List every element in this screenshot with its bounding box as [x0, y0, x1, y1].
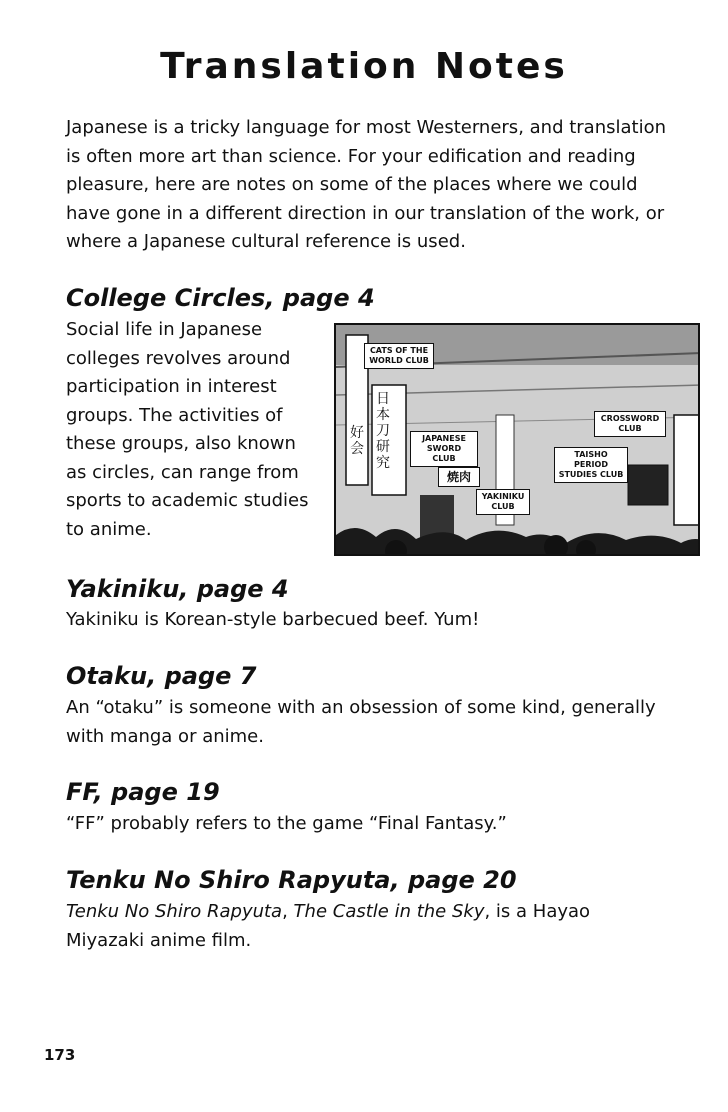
banner-club-text: 好会: [350, 425, 364, 457]
intro-paragraph: Japanese is a tricky language for most Westerners, and translation is often more art than science. For your edification and reading pleasure, here are notes on some of the places where we could have gone in a different direction in our translation of the work, or where a Japanese cultural reference is used.: [66, 117, 667, 252]
sign-taisho-period-studies-club: TAISHO PERIOD STUDIES CLUB: [554, 447, 628, 483]
banner-japanese-sword-text: 日本刀研究: [376, 391, 390, 471]
shop-sign-yakiniku: 焼肉: [438, 467, 480, 487]
note-body-rest: , is a Hayao Miyazaki anime film.: [66, 901, 591, 951]
note-body-yakiniku: Yakiniku is Korean-style barbecued beef. Yum!: [66, 609, 480, 630]
sign-cats-of-the-world-club: CATS OF THE WORLD CLUB: [364, 343, 434, 369]
page-title: Translation Notes: [160, 46, 568, 87]
sign-japanese-sword-club: JAPANESE SWORD CLUB: [410, 431, 478, 467]
note-body-ff: “FF” probably refers to the game “Final Fantasy.”: [66, 813, 507, 834]
note-body-tenku-no-shiro-rapyuta: [66, 898, 626, 955]
note-body-college-circles: Social life in Japanese colleges revolves around participation in interest groups. The activities of these groups, also known as circles, can range from sports to academic studies to anime.: [66, 319, 309, 540]
title-separator: ,: [282, 901, 294, 922]
page-number: 173: [44, 1046, 76, 1064]
title-tenku-no-shiro-rapyuta: Tenku No Shiro Rapyuta: [66, 901, 283, 922]
sign-crossword-club: CROSSWORD CLUB: [594, 411, 666, 437]
note-heading-otaku: Otaku, page 7: [66, 662, 257, 690]
manga-panel-illustration: [334, 323, 700, 556]
note-heading-ff: FF, page 19: [66, 778, 220, 806]
title-castle-in-the-sky: The Castle in the Sky: [293, 901, 485, 922]
note-heading-college-circles: College Circles, page 4: [66, 284, 375, 312]
note-heading-yakiniku: Yakiniku, page 4: [66, 575, 289, 603]
note-body-otaku: An “otaku” is someone with an obsession of some kind, generally with manga or anime.: [66, 697, 656, 747]
sign-yakiniku-club: YAKINIKU CLUB: [476, 489, 530, 515]
note-heading-tenku-no-shiro-rapyuta: Tenku No Shiro Rapyuta, page 20: [66, 866, 517, 894]
